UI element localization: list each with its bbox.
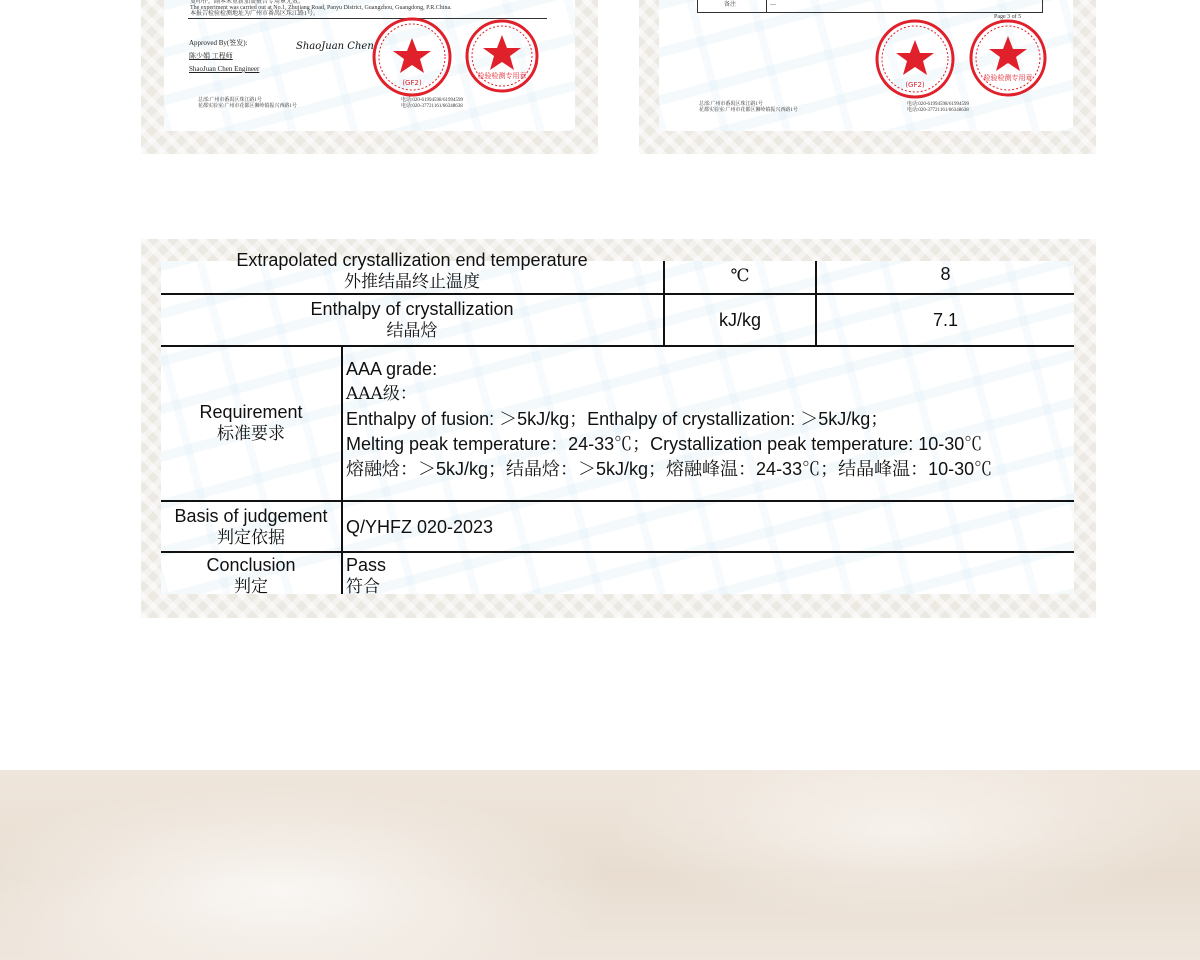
requirement-line: 熔融焓：＞5kJ/kg；结晶焓：＞5kJ/kg；熔融峰温：24-33℃；结晶峰温：10-30℃	[346, 459, 993, 479]
report-note-line: 复印件，副本未重新加盖报告专用章无效。	[190, 0, 305, 5]
basis-value-cell	[342, 502, 1066, 552]
requirement-line: AAA级：	[346, 384, 417, 404]
item-name-zh: 结晶焓	[386, 321, 438, 341]
requirement-label-zh: 标准要求	[217, 424, 285, 444]
requirement-line: Enthalpy of fusion: ＞5kJ/kg；Enthalpy of crystallization: ＞5kJ/kg；	[346, 409, 889, 429]
official-seal-1	[874, 18, 956, 100]
basis-value: Q/YHFZ 020-2023	[346, 517, 494, 537]
right-report-frame	[639, 0, 1096, 154]
seal-label: 检验检测专用章	[477, 72, 527, 80]
conclusion-value-cell	[342, 554, 1066, 602]
value-cell	[817, 257, 1074, 291]
requirement-label-en: Requirement	[199, 402, 303, 422]
signature: ShaoJuan Chen	[296, 41, 374, 52]
report-note-line: 本报告检验检测地址为广州市番禺区珠江路1号。	[190, 11, 320, 17]
report-note-line: The experiment was carried out at No.1, Zhujiang Road, Panyu District, Guangzhou, Guangdong, P.R.China.	[190, 5, 452, 11]
approved-by-label: Approved By(签发):	[189, 39, 248, 47]
results-table	[161, 250, 1074, 597]
official-seal-1	[371, 16, 453, 98]
basis-label-cell	[161, 502, 341, 552]
basis-label-zh: 判定依据	[217, 528, 285, 548]
conclusion-label-cell	[161, 554, 341, 602]
value-text: 7.1	[932, 310, 959, 330]
table-rule	[815, 261, 817, 347]
table-rule	[161, 345, 1074, 347]
conclusion-value-en: Pass	[346, 555, 387, 575]
remark-table	[697, 0, 1043, 13]
unit-cell	[664, 296, 816, 344]
item-name-en: Extrapolated crystallization end temperature	[236, 250, 588, 270]
seal-label: 检验检测专用章	[983, 74, 1033, 82]
requirement-text-cell	[342, 357, 1066, 489]
footer-address: 总部:广州市番禺区珠江路1号	[699, 102, 763, 107]
footer-address: 花都实验室:广州市花都区狮岭镇振兴西路1号	[699, 108, 798, 113]
table-rule	[161, 500, 1074, 502]
approver-name-en: ShaoJuan Chen Engineer	[189, 65, 260, 73]
unit-text: ℃	[730, 266, 750, 286]
basis-label-en: Basis of judgement	[174, 506, 328, 526]
unit-cell	[664, 259, 816, 293]
approver-name-cn: 陈少娟 工程师	[189, 52, 233, 60]
footer-address: 总部:广州市番禺区珠江路1号	[198, 98, 262, 103]
right-report-page	[659, 0, 1073, 131]
results-page	[161, 250, 1074, 597]
item-name-cell	[161, 296, 663, 344]
footer-phone: 电话:020-61994598/61994599	[907, 102, 969, 107]
value-text: 8	[940, 264, 951, 284]
table-rule	[341, 345, 343, 594]
requirement-label-cell	[161, 347, 341, 499]
seal-code: (GF2)	[905, 81, 925, 89]
footer-phone: 电话:020-61994598/61994599	[401, 98, 463, 103]
conclusion-label-zh: 判定	[234, 577, 268, 597]
footer-phone: 电话:020-37721161/66348638	[401, 104, 463, 109]
page-number: Page 3 of 5	[994, 14, 1022, 20]
value-cell	[817, 296, 1074, 344]
requirement-line: AAA grade:	[346, 359, 438, 379]
remark-value: —	[770, 2, 776, 8]
left-report-frame	[141, 0, 598, 154]
background-photo	[0, 770, 1200, 960]
remark-label: 备注	[724, 2, 737, 8]
remark-divider	[766, 0, 767, 12]
footer-phone: 电话:020-37721161/66348638	[907, 108, 969, 113]
left-report-page	[164, 0, 575, 131]
item-name-en: Enthalpy of crystallization	[310, 299, 514, 319]
table-rule	[161, 293, 1074, 295]
conclusion-value-zh: 符合	[346, 577, 380, 597]
official-seal-2	[464, 18, 540, 94]
table-rule	[663, 261, 665, 347]
results-frame	[141, 239, 1096, 618]
table-rule	[161, 551, 1074, 553]
requirement-line: Melting peak temperature：24-33℃；Crystallization peak temperature: 10-30℃	[346, 434, 983, 454]
unit-text: kJ/kg	[718, 310, 761, 330]
footer-address: 花都实验室:广州市花都区狮岭镇振兴西路1号	[198, 104, 297, 109]
conclusion-label-en: Conclusion	[206, 555, 296, 575]
seal-code: (GF2)	[402, 79, 422, 87]
item-name-zh: 外推结晶终止温度	[344, 272, 480, 292]
official-seal-2	[968, 18, 1048, 98]
item-name-cell	[161, 247, 663, 295]
